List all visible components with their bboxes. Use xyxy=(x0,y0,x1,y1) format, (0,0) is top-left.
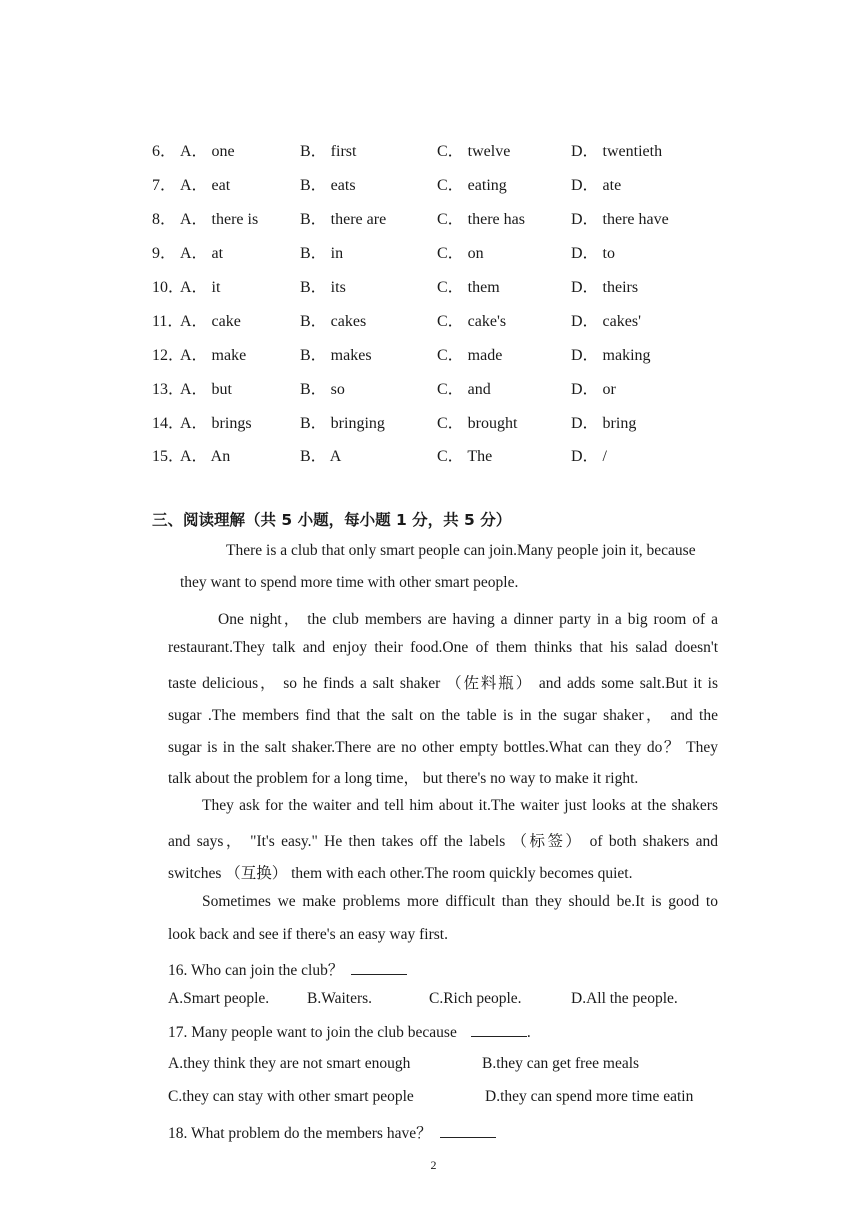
question-16 xyxy=(168,958,407,980)
q17-option-b: B.they can get free meals xyxy=(482,1055,640,1072)
option-a: A． but xyxy=(180,381,233,398)
question-text: 18. What problem do the members have？ xyxy=(168,1125,432,1142)
mc-question-row xyxy=(0,274,867,298)
option-d: D． bring xyxy=(571,415,637,432)
option-b: B． so xyxy=(300,381,345,398)
question-text: 16. Who can join the club？ xyxy=(168,962,344,979)
page-number: 2 xyxy=(430,1158,437,1172)
option-d: D． twentieth xyxy=(571,143,663,160)
q16-option-d: D.All the people. xyxy=(571,990,678,1007)
option-b: B． A xyxy=(300,448,342,465)
option-c: C． brought xyxy=(437,415,518,432)
mc-question-row xyxy=(0,138,867,162)
question-number: 14． xyxy=(152,415,185,432)
passage-line: sugar is in the salt shaker.There are no other empty bottles.What can they do？ They xyxy=(168,739,718,756)
question-number: 13． xyxy=(152,381,185,398)
option-c: C． twelve xyxy=(437,143,511,160)
mc-question-row xyxy=(0,172,867,196)
option-d: D． / xyxy=(571,448,608,465)
option-b: B． makes xyxy=(300,347,372,364)
option-a: A． at xyxy=(180,245,224,262)
option-a: A． cake xyxy=(180,313,241,330)
option-d: D． to xyxy=(571,245,616,262)
option-b: B． in xyxy=(300,245,344,262)
period: . xyxy=(526,1024,531,1041)
option-c: C． on xyxy=(437,245,484,262)
passage-line: Sometimes we make problems more difficult than they should be.It is good to xyxy=(202,893,718,910)
option-a: A． one xyxy=(180,143,235,160)
option-a: A． it xyxy=(180,279,221,296)
question-number: 7． xyxy=(152,177,177,194)
option-c: C． made xyxy=(437,347,503,364)
option-b: B． cakes xyxy=(300,313,367,330)
q17-option-a: A.they think they are not smart enough xyxy=(168,1055,411,1072)
option-c: C． them xyxy=(437,279,500,296)
passage-line: they want to spend more time with other smart people. xyxy=(180,574,519,591)
option-d: D． ate xyxy=(571,177,622,194)
q17-option-c: C.they can stay with other smart people xyxy=(168,1088,414,1105)
option-a: A． An xyxy=(180,448,231,465)
question-number: 9． xyxy=(152,245,177,262)
option-d: D． making xyxy=(571,347,651,364)
mc-question-row xyxy=(0,206,867,230)
answer-blank[interactable] xyxy=(440,1123,496,1138)
option-c: C． and xyxy=(437,381,491,398)
question-number: 10． xyxy=(152,279,185,296)
passage-line: There is a club that only smart people can join.Many people join it, because xyxy=(226,542,696,559)
answer-blank[interactable] xyxy=(471,1022,527,1037)
question-number: 11． xyxy=(152,313,184,330)
option-d: D． there have xyxy=(571,211,669,228)
passage-line: They ask for the waiter and tell him about it.The waiter just looks at the shakers xyxy=(202,797,718,814)
mc-question-row xyxy=(0,443,867,467)
question-number: 12． xyxy=(152,347,185,364)
passage-line: taste delicious， so he finds a salt shaker （佐料瓶） and adds some salt.But it is xyxy=(168,675,718,692)
mc-question-row xyxy=(0,410,867,434)
option-c: C． there has xyxy=(437,211,525,228)
option-a: A． make xyxy=(180,347,247,364)
question-18 xyxy=(168,1121,496,1143)
mc-question-row xyxy=(0,240,867,264)
passage-line: and says， "It's easy." He then takes off the labels （标签） of both shakers and xyxy=(168,833,718,850)
option-b: B． bringing xyxy=(300,415,385,432)
option-a: A． brings xyxy=(180,415,252,432)
option-c: C． The xyxy=(437,448,493,465)
section-title: 三、阅读理解（共 5 小题，每小题 1 分，共 5 分） xyxy=(152,511,512,529)
option-c: C． cake's xyxy=(437,313,507,330)
option-b: B． eats xyxy=(300,177,356,194)
question-text: 17. Many people want to join the club because xyxy=(168,1024,457,1041)
passage-line: sugar .The members find that the salt on the table is in the sugar shaker， and the xyxy=(168,707,718,724)
option-c: C． eating xyxy=(437,177,507,194)
passage-line: look back and see if there's an easy way first. xyxy=(168,926,448,943)
option-a: A． eat xyxy=(180,177,231,194)
q16-option-a: A.Smart people. xyxy=(168,990,270,1007)
question-17 xyxy=(168,1022,531,1042)
answer-blank[interactable] xyxy=(351,960,407,975)
option-b: B． first xyxy=(300,143,357,160)
option-d: D． cakes' xyxy=(571,313,641,330)
question-number: 6． xyxy=(152,143,177,160)
option-d: D． or xyxy=(571,381,616,398)
question-number: 15． xyxy=(152,448,185,465)
q17-option-d: D.they can spend more time eatin xyxy=(485,1088,694,1105)
passage-line: talk about the problem for a long time， but there's no way to make it right. xyxy=(168,770,639,787)
option-b: B． its xyxy=(300,279,346,296)
option-b: B． there are xyxy=(300,211,387,228)
passage-line: One night， the club members are having a dinner party in a big room of a xyxy=(218,611,718,628)
passage-line: switches （互换） them with each other.The room quickly becomes quiet. xyxy=(168,865,633,882)
q16-option-c: C.Rich people. xyxy=(429,990,522,1007)
mc-question-row xyxy=(0,342,867,366)
q16-option-b: B.Waiters. xyxy=(307,990,373,1007)
mc-question-row xyxy=(0,308,867,332)
mc-question-row xyxy=(0,376,867,400)
option-a: A． there is xyxy=(180,211,259,228)
option-d: D． theirs xyxy=(571,279,639,296)
question-number: 8． xyxy=(152,211,177,228)
passage-line: restaurant.They talk and enjoy their food.One of them thinks that his salad doesn't xyxy=(168,639,718,656)
